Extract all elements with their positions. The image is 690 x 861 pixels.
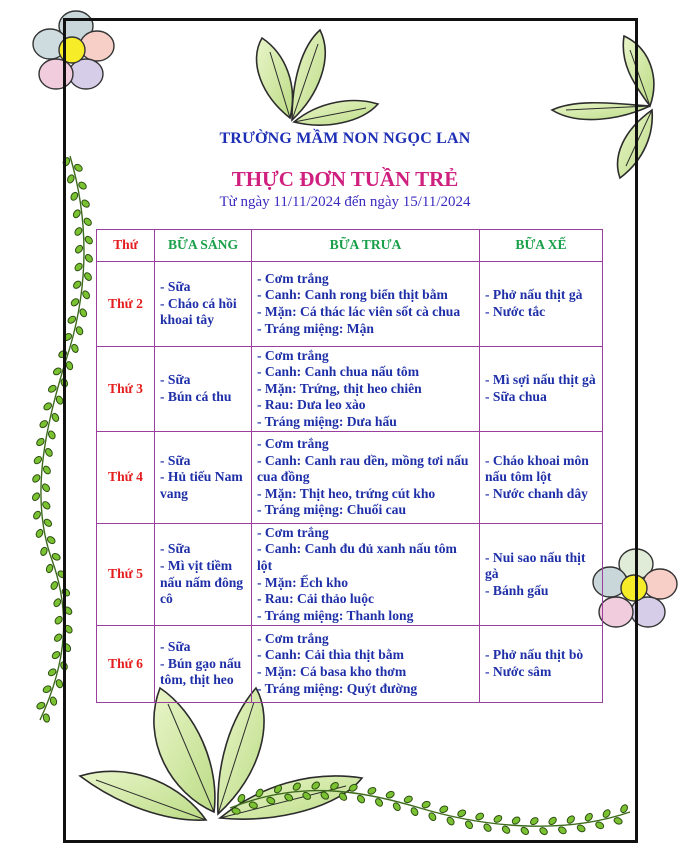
vine-bead [41, 500, 51, 510]
menu-item: - Canh: Canh rau dền, mồng tơi nấu cua đồng [257, 452, 469, 485]
menu-item: - Nước tắc [485, 304, 546, 319]
header-breakfast: BỮA SÁNG [155, 230, 252, 262]
menu-item: - Bún cá thu [160, 389, 232, 404]
menu-item: - Bún gạo nấu tôm, thịt heo [160, 655, 242, 688]
menu-item: - Sữa [160, 639, 191, 655]
table-row [97, 626, 603, 703]
menu-item: - Mặn: Thịt heo, trứng cút kho [257, 485, 436, 501]
menu-item: - Canh: Canh đu đủ xanh nấu tôm lột [257, 541, 457, 573]
breakfast-cell [155, 432, 252, 524]
vine-bead [43, 401, 53, 411]
menu-item: - Cơm trắng [257, 347, 329, 363]
breakfast-cell [155, 262, 252, 347]
day-cell: Thứ 2 [97, 262, 155, 347]
vine-bead [52, 598, 62, 608]
menu-item: - Sữa [160, 279, 191, 295]
menu-item: - Cháo cá hồi khoai tây [160, 295, 237, 328]
menu-item: - Rau: Dưa leo xào [257, 397, 366, 413]
vine-bead [51, 650, 61, 660]
vine-bead [39, 419, 49, 429]
snack-cell [480, 432, 603, 524]
table-row [97, 524, 603, 626]
vine-bead [44, 447, 54, 457]
day-cell: Thứ 5 [97, 524, 155, 626]
menu-item: - Tráng miệng: Thanh long [257, 607, 414, 623]
menu-item: - Hủ tiếu Nam vang [160, 469, 243, 501]
menu-item: - Mặn: Trứng, thịt heo chiên [257, 380, 422, 396]
menu-item: - Tráng miệng: Mận [257, 320, 374, 336]
day-cell: Thứ 6 [97, 626, 155, 703]
menu-item: - Tráng miệng: Quýt đường [257, 680, 418, 696]
menu-item: - Mì sợi nấu thịt gà [485, 372, 596, 388]
snack-cell [480, 524, 603, 626]
vine-bead [31, 473, 41, 483]
lunch-cell [252, 626, 480, 703]
vine-bead [42, 465, 52, 475]
menu-item: - Cơm trắng [257, 436, 329, 452]
school-name: TRƯỜNG MẦM NON NGỌC LAN [219, 130, 471, 147]
lunch-cell [252, 347, 480, 432]
menu-item: - Cơm trắng [257, 270, 329, 286]
menu-item: - Rau: Cải thảo luộc [257, 591, 375, 607]
menu-item: - Mì vịt tiềm nấu nấm đông cô [160, 557, 244, 607]
vine-bead [33, 455, 43, 465]
menu-item: - Tráng miệng: Chuối cau [257, 502, 407, 518]
menu-item: - Nước chanh dây [485, 485, 588, 501]
menu-title: THỰC ĐƠN TUẦN TRẺ [231, 167, 459, 191]
table-row [97, 262, 603, 347]
header-snack: BỮA XẾ [480, 230, 603, 262]
day-cell: Thứ 3 [97, 347, 155, 432]
lunch-cell [252, 432, 480, 524]
table-row [97, 432, 603, 524]
vine-bead [32, 510, 42, 520]
menu-item: - Cơm trắng [257, 524, 329, 540]
table-header-row [97, 230, 603, 262]
menu-item: - Canh: Canh rong biển thịt bằm [257, 287, 448, 303]
menu-item: - Phở nấu thịt gà [485, 287, 583, 303]
header-lunch: BỮA TRƯA [252, 230, 480, 262]
menu-item: - Cơm trắng [257, 630, 329, 646]
breakfast-cell [155, 524, 252, 626]
vine-bead [39, 546, 48, 556]
vine-bead [51, 412, 60, 422]
table-row [97, 347, 603, 432]
vine-bead [50, 580, 59, 590]
vine-bead [47, 430, 56, 440]
date-range: Từ ngày 11/11/2024 đến ngày 15/11/2024 [219, 194, 471, 210]
breakfast-cell [155, 626, 252, 703]
vine-bead [45, 563, 54, 573]
vine-bead [35, 528, 44, 538]
vine-bead [41, 483, 51, 493]
menu-item: - Canh: Canh chua nấu tôm [257, 364, 420, 380]
day-cell: Thứ 4 [97, 432, 155, 524]
menu-item: - Mặn: Ếch kho [257, 574, 349, 590]
menu-item: - Sữa [160, 372, 191, 388]
vine-bead [53, 633, 63, 643]
menu-item: - Mặn: Cá thác lác viên sốt cà chua [257, 304, 461, 319]
header-day: Thứ [97, 230, 155, 262]
menu-item: - Canh: Cải thìa thịt bằm [257, 647, 404, 663]
menu-item: - Sữa chua [485, 389, 547, 404]
snack-cell [480, 347, 603, 432]
menu-item: - Mặn: Cá basa kho thơm [257, 664, 407, 679]
menu-item: - Nui sao nấu thịt gà [485, 549, 586, 582]
snack-cell [480, 626, 603, 703]
vine-bead [35, 437, 45, 447]
vine-bead [42, 713, 50, 723]
breakfast-cell [155, 347, 252, 432]
vine-bead [31, 492, 41, 502]
menu-item: - Nước sâm [485, 664, 552, 679]
snack-cell [480, 262, 603, 347]
menu-item: - Sữa [160, 452, 191, 468]
lunch-cell [252, 524, 480, 626]
menu-item: - Sữa [160, 541, 191, 557]
lunch-cell [252, 262, 480, 347]
weekly-menu-table [96, 229, 603, 703]
menu-item: - Bánh gấu [485, 582, 549, 598]
vine-bead [49, 696, 57, 706]
menu-item: - Tráng miệng: Dưa hấu [257, 413, 397, 429]
menu-item: - Cháo khoai môn nấu tôm lột [485, 452, 589, 485]
menu-item: - Phở nấu thịt bò [485, 647, 584, 663]
vine-bead [43, 518, 53, 528]
